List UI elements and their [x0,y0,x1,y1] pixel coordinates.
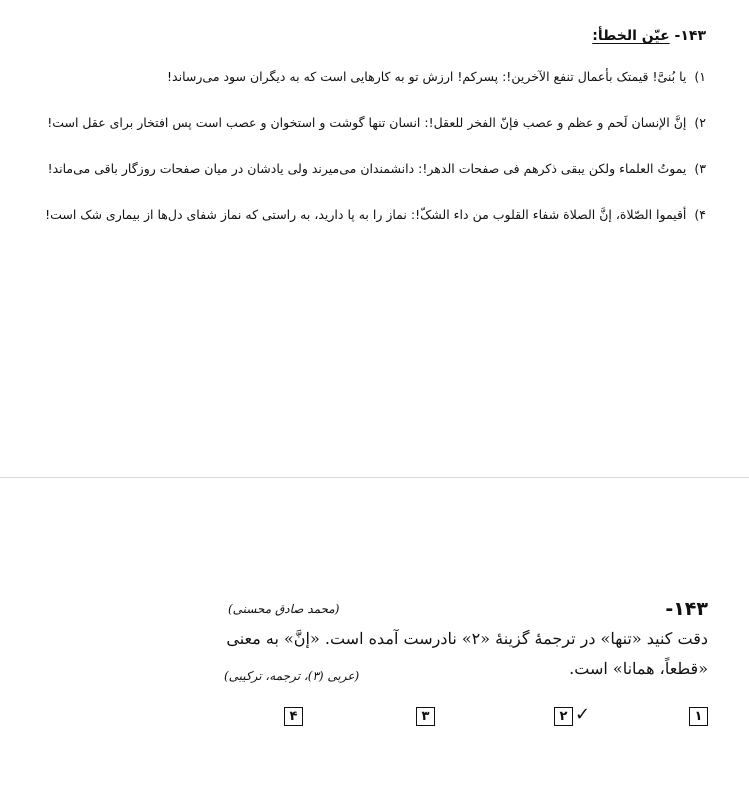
option-text: یموتُ العلماء ولکن یبقی ذکرهم فی صفحات الدهر!: دانشمندان می‌میرند ولی یادشان در میان صفحات روزگار باقی می‌ماند! [47,161,687,176]
option-number: ۲) [694,115,706,130]
option-text: أقیموا الصّلاة، إنَّ الصلاة شفاء القلوب من داء الشکّ!: نماز را به پا دارید، به راستی که نماز شفای دل‌ها از بیماری شک است! [45,207,687,222]
option-number: ۱) [694,69,706,84]
choice-box-3[interactable]: ۳ [416,707,435,726]
option-number: ۴) [694,207,706,222]
question-block [30,28,706,250]
option-2[interactable] [30,112,706,134]
option-4[interactable] [30,204,706,226]
answer-header [222,598,708,624]
question-number: ۱۴۳- [674,28,706,44]
option-3[interactable] [30,158,706,180]
answer-author: (محمد صادق محسنی) [228,602,340,616]
option-1[interactable] [30,66,706,88]
option-number: ۳) [694,161,706,176]
answer-block [222,598,708,684]
choice-box-1[interactable]: ۱ [689,707,708,726]
option-text: إنَّ الإنسان لَحم و عظم و عصب فإنّ الفخر للعقل!: انسان تنها گوشت و استخوان و عصب است پس افتخار برای عقل است! [47,115,687,130]
explanation-line-2: «قطعاً، همانا» است. [569,659,708,678]
answer-number: ۱۴۳- [665,598,708,620]
explanation-line-1: دقت کنید «تنها» در ترجمهٔ گزینهٔ «۲» نادرست آمده است. «إنَّ» به معنی [226,629,708,648]
choice-box-4[interactable]: ۴ [284,707,303,726]
choice-box-2[interactable]: ۲ [554,707,573,726]
option-text: یا بُنیَّ! قیمتک بأعمال تنفع الآخرین!: پسرکم! ارزش تو به کارهایی است که به دیگران سود می‌رساند! [167,69,687,84]
question-instruction: عیّن الخطأ: [592,28,670,44]
correct-check-icon: ✓ [575,704,591,725]
question-title [30,28,706,44]
section-divider [0,477,749,478]
answer-source: (عربی (۳)، ترجمه، ترکیبی) [224,669,360,683]
answer-explanation [222,624,708,684]
